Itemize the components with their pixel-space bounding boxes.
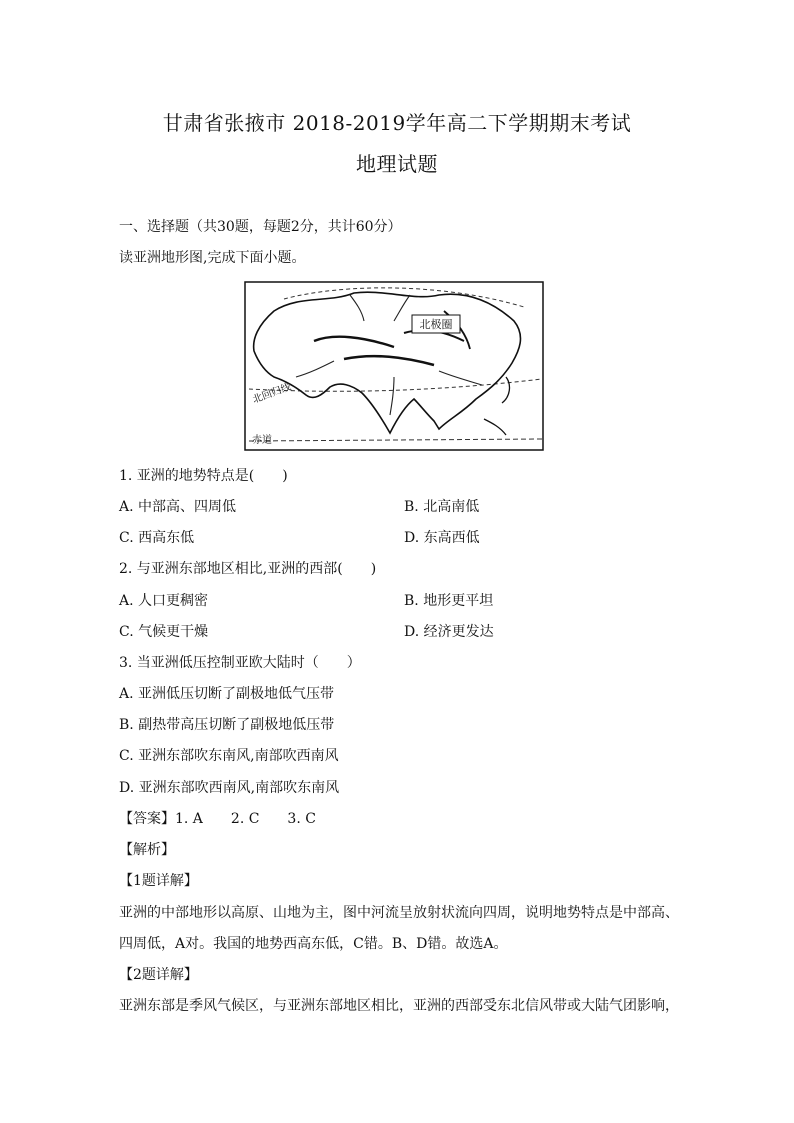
page-subtitle: 地理试题 bbox=[356, 152, 438, 176]
question-3: 3. 当亚洲低压控制亚欧大陆时（ ） bbox=[119, 655, 361, 671]
q1-option-a: A. 中部高、四周低 bbox=[119, 499, 237, 515]
answer-line: 【答案】1. A 2. C 3. C bbox=[119, 811, 316, 827]
intro-text: 读亚洲地形图,完成下面小题。 bbox=[119, 250, 306, 266]
tropic-label: 北回归线 bbox=[251, 381, 293, 406]
arctic-circle-label: 北极圈 bbox=[419, 318, 453, 331]
detail-1-text: 亚洲的中部地形以高原、山地为主，图中河流呈放射状流向四周，说明地势特点是中部高、四周低，A对。我国的地势西高东低，C错。B、D错。故选A。 bbox=[119, 905, 679, 952]
asia-terrain-map bbox=[244, 281, 544, 451]
section-heading: 一、选择题（共30题，每题2分，共计60分） bbox=[119, 219, 402, 235]
q1-option-b: B. 北高南低 bbox=[404, 499, 480, 515]
analysis-heading: 【解析】 bbox=[119, 842, 175, 858]
question-2: 2. 与亚洲东部地区相比,亚洲的西部( ) bbox=[119, 561, 377, 577]
q2-option-c: C. 气候更干燥 bbox=[119, 624, 209, 640]
q3-option-d: D. 亚洲东部吹西南风,南部吹东南风 bbox=[119, 780, 340, 796]
q2-option-b: B. 地形更平坦 bbox=[404, 593, 494, 609]
q3-option-a: A. 亚洲低压切断了副极地低气压带 bbox=[119, 686, 335, 702]
q2-option-d: D. 经济更发达 bbox=[404, 624, 494, 640]
question-1: 1. 亚洲的地势特点是( ) bbox=[119, 468, 288, 484]
equator-label: 赤道 bbox=[252, 435, 272, 446]
q1-option-c: C. 西高东低 bbox=[119, 530, 195, 546]
detail-2-heading: 【2题详解】 bbox=[119, 967, 198, 983]
q3-option-b: B. 副热带高压切断了副极地低压带 bbox=[119, 717, 335, 733]
q3-option-c: C. 亚洲东部吹东南风,南部吹西南风 bbox=[119, 748, 339, 764]
asia-map-drawing bbox=[244, 281, 544, 451]
detail-2-text: 亚洲东部是季风气候区，与亚洲东部地区相比，亚洲的西部受东北信风带或大陆气团影响， bbox=[119, 998, 679, 1014]
page-title: 甘肃省张掖市 2018-2019学年高二下学期期末考试 bbox=[162, 111, 632, 135]
q1-option-d: D. 东高西低 bbox=[404, 530, 480, 546]
q2-option-a: A. 人口更稠密 bbox=[119, 593, 209, 609]
detail-1-heading: 【1题详解】 bbox=[119, 873, 198, 889]
